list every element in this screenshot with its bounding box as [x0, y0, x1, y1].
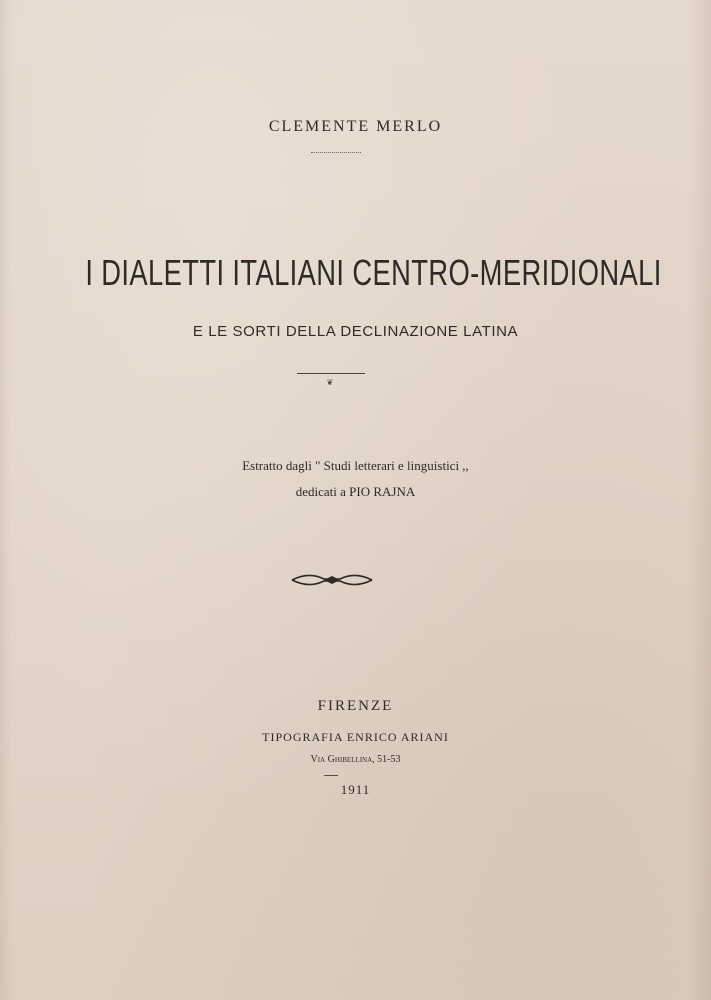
author-name: CLEMENTE MERLO	[268, 118, 443, 135]
page-edge-shadow-right	[689, 0, 711, 1000]
book-title: I DIALETTI ITALIANI CENTRO-MERIDIONALI	[85, 252, 662, 293]
publication-year: 1911	[340, 782, 371, 797]
printer-name: TIPOGRAFIA ENRICO ARIANI	[262, 730, 449, 744]
extract-note: Estratto dagli " Studi letterari e linguistici ,,	[242, 458, 469, 473]
book-subtitle: E LE SORTI DELLA DECLINAZIONE LATINA	[192, 323, 519, 340]
year-divider	[324, 775, 338, 776]
dedication-line: dedicati a PIO RAJNA	[295, 484, 416, 499]
typographic-ornament-icon	[290, 570, 374, 590]
publication-city: FIRENZE	[317, 698, 394, 714]
small-ornament-icon: ❦	[326, 378, 334, 387]
page-edge-shadow-left	[0, 0, 12, 1000]
printer-address: Via Ghibellina, 51-53	[310, 754, 401, 765]
author-divider	[311, 152, 361, 154]
title-divider	[297, 373, 365, 374]
